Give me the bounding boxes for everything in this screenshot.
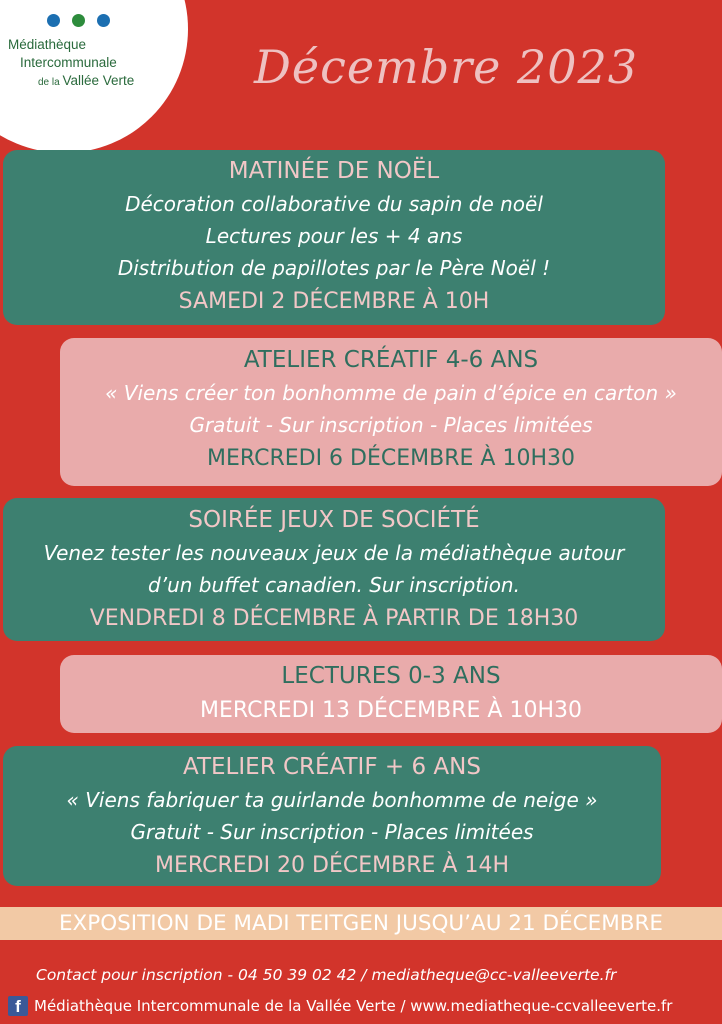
event-description: Venez tester les nouveaux jeux de la médiathèque autour [43,541,625,565]
event-title: ATELIER CRÉATIF 4-6 ANS [243,347,539,373]
logo-line1: Médiathèque [8,37,87,52]
event-card [3,150,665,325]
event-card [3,498,665,641]
footer [8,994,722,1018]
event-description: « Viens fabriquer ta guirlande bonhomme de neige » [66,788,598,812]
logo-dot [47,14,60,27]
event-date: SAMEDI 2 DÉCEMBRE À 10H [178,289,490,314]
logo-line2: Intercommunale [20,55,117,70]
event-date: MERCREDI 6 DÉCEMBRE À 10H30 [207,446,575,471]
contact-line: Contact pour inscription - 04 50 39 02 42 / mediatheque@cc-valleeverte.fr [36,966,617,984]
event-date: VENDREDI 8 DÉCEMBRE À PARTIR DE 18H30 [89,606,579,631]
event-card [60,338,722,486]
event-date: MERCREDI 13 DÉCEMBRE À 10H30 [200,698,582,723]
logo-dot [72,14,85,27]
event-card [3,746,661,886]
footer-text: Médiathèque Intercommunale de la Vallée Verte / www.mediatheque-ccvalleeverte.fr [34,997,673,1015]
logo-line3-main: Vallée Verte [62,73,135,88]
logo-line3 [8,72,178,92]
event-title: SOIRÉE JEUX DE SOCIÉTÉ [188,507,480,533]
event-description: « Viens créer ton bonhomme de pain d’épice en carton » [105,381,677,405]
facebook-icon[interactable]: f [8,996,28,1016]
page-title: Décembre 2023 [254,40,639,94]
event-title: ATELIER CRÉATIF + 6 ANS [183,754,481,780]
logo-dot [97,14,110,27]
logo-dots [47,14,110,27]
exposition-banner: EXPOSITION DE MADI TEITGEN JUSQU’AU 21 DÉCEMBRE [0,907,722,940]
event-description: Décoration collaborative du sapin de noël [125,192,543,216]
event-description: Gratuit - Sur inscription - Places limitées [130,820,534,844]
event-description: Gratuit - Sur inscription - Places limitées [189,413,593,437]
logo-line3-prefix: de la [38,77,63,88]
event-description: d’un buffet canadien. Sur inscription. [148,573,520,597]
event-date: MERCREDI 20 DÉCEMBRE À 14H [155,853,509,878]
event-description: Lectures pour les + 4 ans [205,224,463,248]
event-title: LECTURES 0-3 ANS [281,663,501,689]
event-title: MATINÉE DE NOËL [228,158,440,184]
event-card [60,655,722,733]
event-description: Distribution de papillotes par le Père Noël ! [117,256,551,280]
logo-text [8,36,178,92]
